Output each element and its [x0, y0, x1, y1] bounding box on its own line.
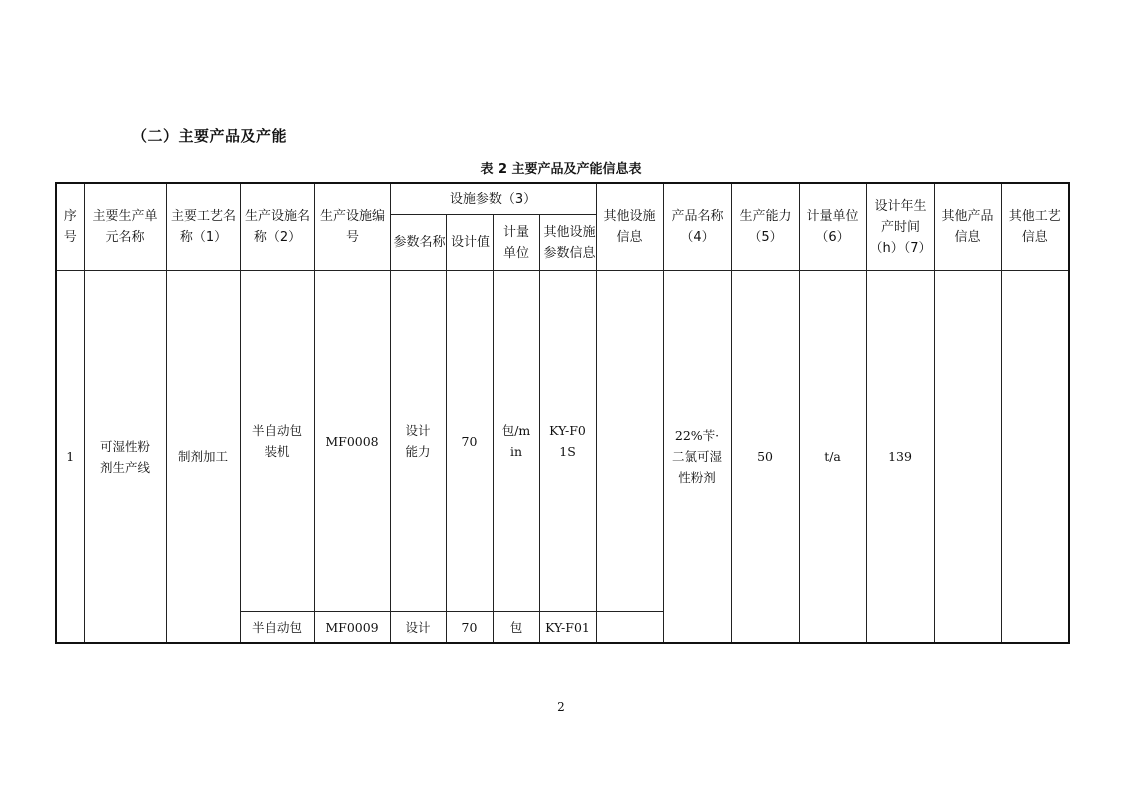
- cell-unit: 可湿性粉剂生产线: [84, 271, 166, 644]
- cell-facility-name: 半自动包: [240, 612, 314, 644]
- header-facility-name: 生产设施名称（2）: [240, 183, 314, 271]
- cell-param-name: 设计: [390, 612, 446, 644]
- cell-facility-name: 半自动包装机: [240, 271, 314, 612]
- cell-facility-code: MF0009: [314, 612, 390, 644]
- cell-capacity-unit: t/a: [799, 271, 866, 644]
- cell-measure-unit: 包/min: [493, 271, 539, 612]
- cell-param-name: 设计能力: [390, 271, 446, 612]
- cell-measure-unit: 包: [493, 612, 539, 644]
- table-caption: 表 2 主要产品及产能信息表: [480, 162, 642, 177]
- header-other-process-info: 其他工艺信息: [1001, 183, 1069, 271]
- header-other-product-info: 其他产品信息: [934, 183, 1001, 271]
- header-param-name: 参数名称: [390, 215, 446, 271]
- cell-design-value: 70: [446, 271, 493, 612]
- cell-other-process-info: [1001, 271, 1069, 644]
- cell-other-facility-info: [596, 271, 663, 612]
- cell-design-value: 70: [446, 612, 493, 644]
- header-product-name: 产品名称（4）: [663, 183, 731, 271]
- header-other-facility-info: 其他设施信息: [596, 183, 663, 271]
- cell-other-product-info: [934, 271, 1001, 644]
- cell-facility-code: MF0008: [314, 271, 390, 612]
- cell-other-facility-info: [596, 612, 663, 644]
- cell-capacity: 50: [731, 271, 799, 644]
- page-number: 2: [557, 700, 565, 714]
- header-unit: 主要生产单元名称: [84, 183, 166, 271]
- header-design-value: 设计值: [446, 215, 493, 271]
- header-design-hours: 设计年生产时间（h）（7）: [866, 183, 934, 271]
- cell-product-name: 22%苄·二氯可湿性粉剂: [663, 271, 731, 644]
- header-facility-code: 生产设施编号: [314, 183, 390, 271]
- cell-other-param-info: KY-F01S: [539, 271, 596, 612]
- cell-design-hours: 139: [866, 271, 934, 644]
- header-process: 主要工艺名称（1）: [166, 183, 240, 271]
- section-heading: （二）主要产品及产能: [132, 127, 288, 145]
- header-seq: 序号: [56, 183, 84, 271]
- header-capacity: 生产能力（5）: [731, 183, 799, 271]
- product-capacity-table: [55, 182, 1070, 644]
- cell-other-param-info: KY-F01: [539, 612, 596, 644]
- table-row: [56, 271, 1069, 612]
- header-measure-unit: 计量单位: [493, 215, 539, 271]
- header-capacity-unit: 计量单位（6）: [799, 183, 866, 271]
- header-params-group: 设施参数（3）: [390, 183, 596, 215]
- cell-seq: 1: [56, 271, 84, 644]
- header-other-param-info: 其他设施参数信息: [539, 215, 596, 271]
- cell-process: 制剂加工: [166, 271, 240, 644]
